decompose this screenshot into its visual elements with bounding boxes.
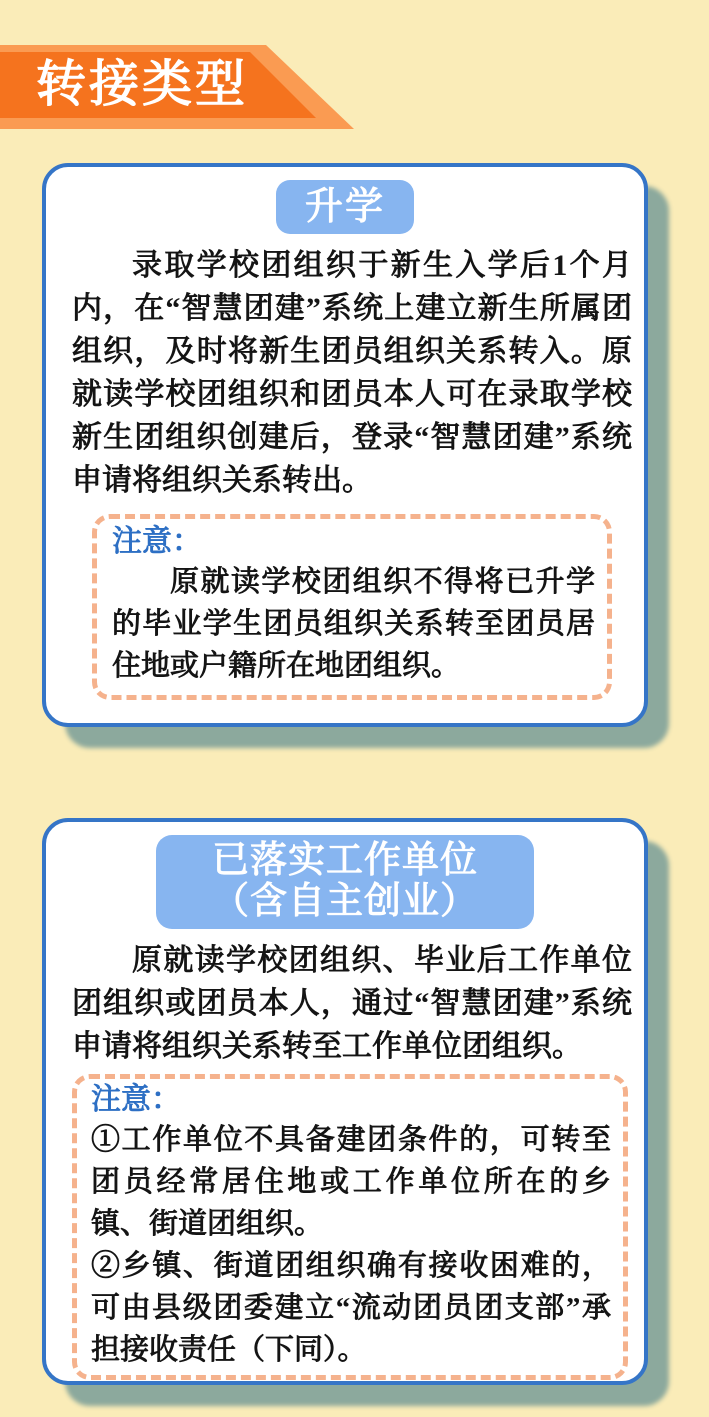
note-box [92,514,612,700]
note-label: 注意： [112,525,202,558]
note-text-item2: ②乡镇、街道团组织确有接收困难的，可由县级团委建立“流动团员团支部”承担接收责任（下同）。 [91,1250,611,1366]
note-label: 注意： [91,1083,181,1116]
note-box [72,1074,628,1380]
note-text-item1: ①工作单位不具备建团条件的，可转至团员经常居住地或工作单位所在的乡镇、街道团组织。 [91,1124,611,1240]
card-badge [276,180,414,234]
card-body-text: 原就读学校团组织、毕业后工作单位团组织或团员本人，通过“智慧团建”系统申请将组织关系转至工作单位团组织。 [72,944,632,1063]
note-text: 原就读学校团组织不得将已升学的毕业学生团员组织关系转至团员居住地或户籍所在地团组织。 [112,566,595,682]
page-title: 转接类型 [36,56,248,112]
title-banner [0,45,354,129]
card-badge [156,835,534,929]
badge-label-line1: 已落实工作单位 [212,840,478,881]
badge-label: 升学 [304,186,385,228]
card-further-education [42,163,648,727]
badge-label-line2: （含自主创业） [212,881,478,922]
card-employed [42,818,648,1385]
card-body-text: 录取学校团组织于新生入学后1个月内，在“智慧团建”系统上建立新生所属团组织，及时将新生团员组织关系转入。原就读学校团组织和团员本人可在录取学校新生团组织创建后，登录“智慧团建”系统申请将组织关系转出。 [72,249,632,497]
